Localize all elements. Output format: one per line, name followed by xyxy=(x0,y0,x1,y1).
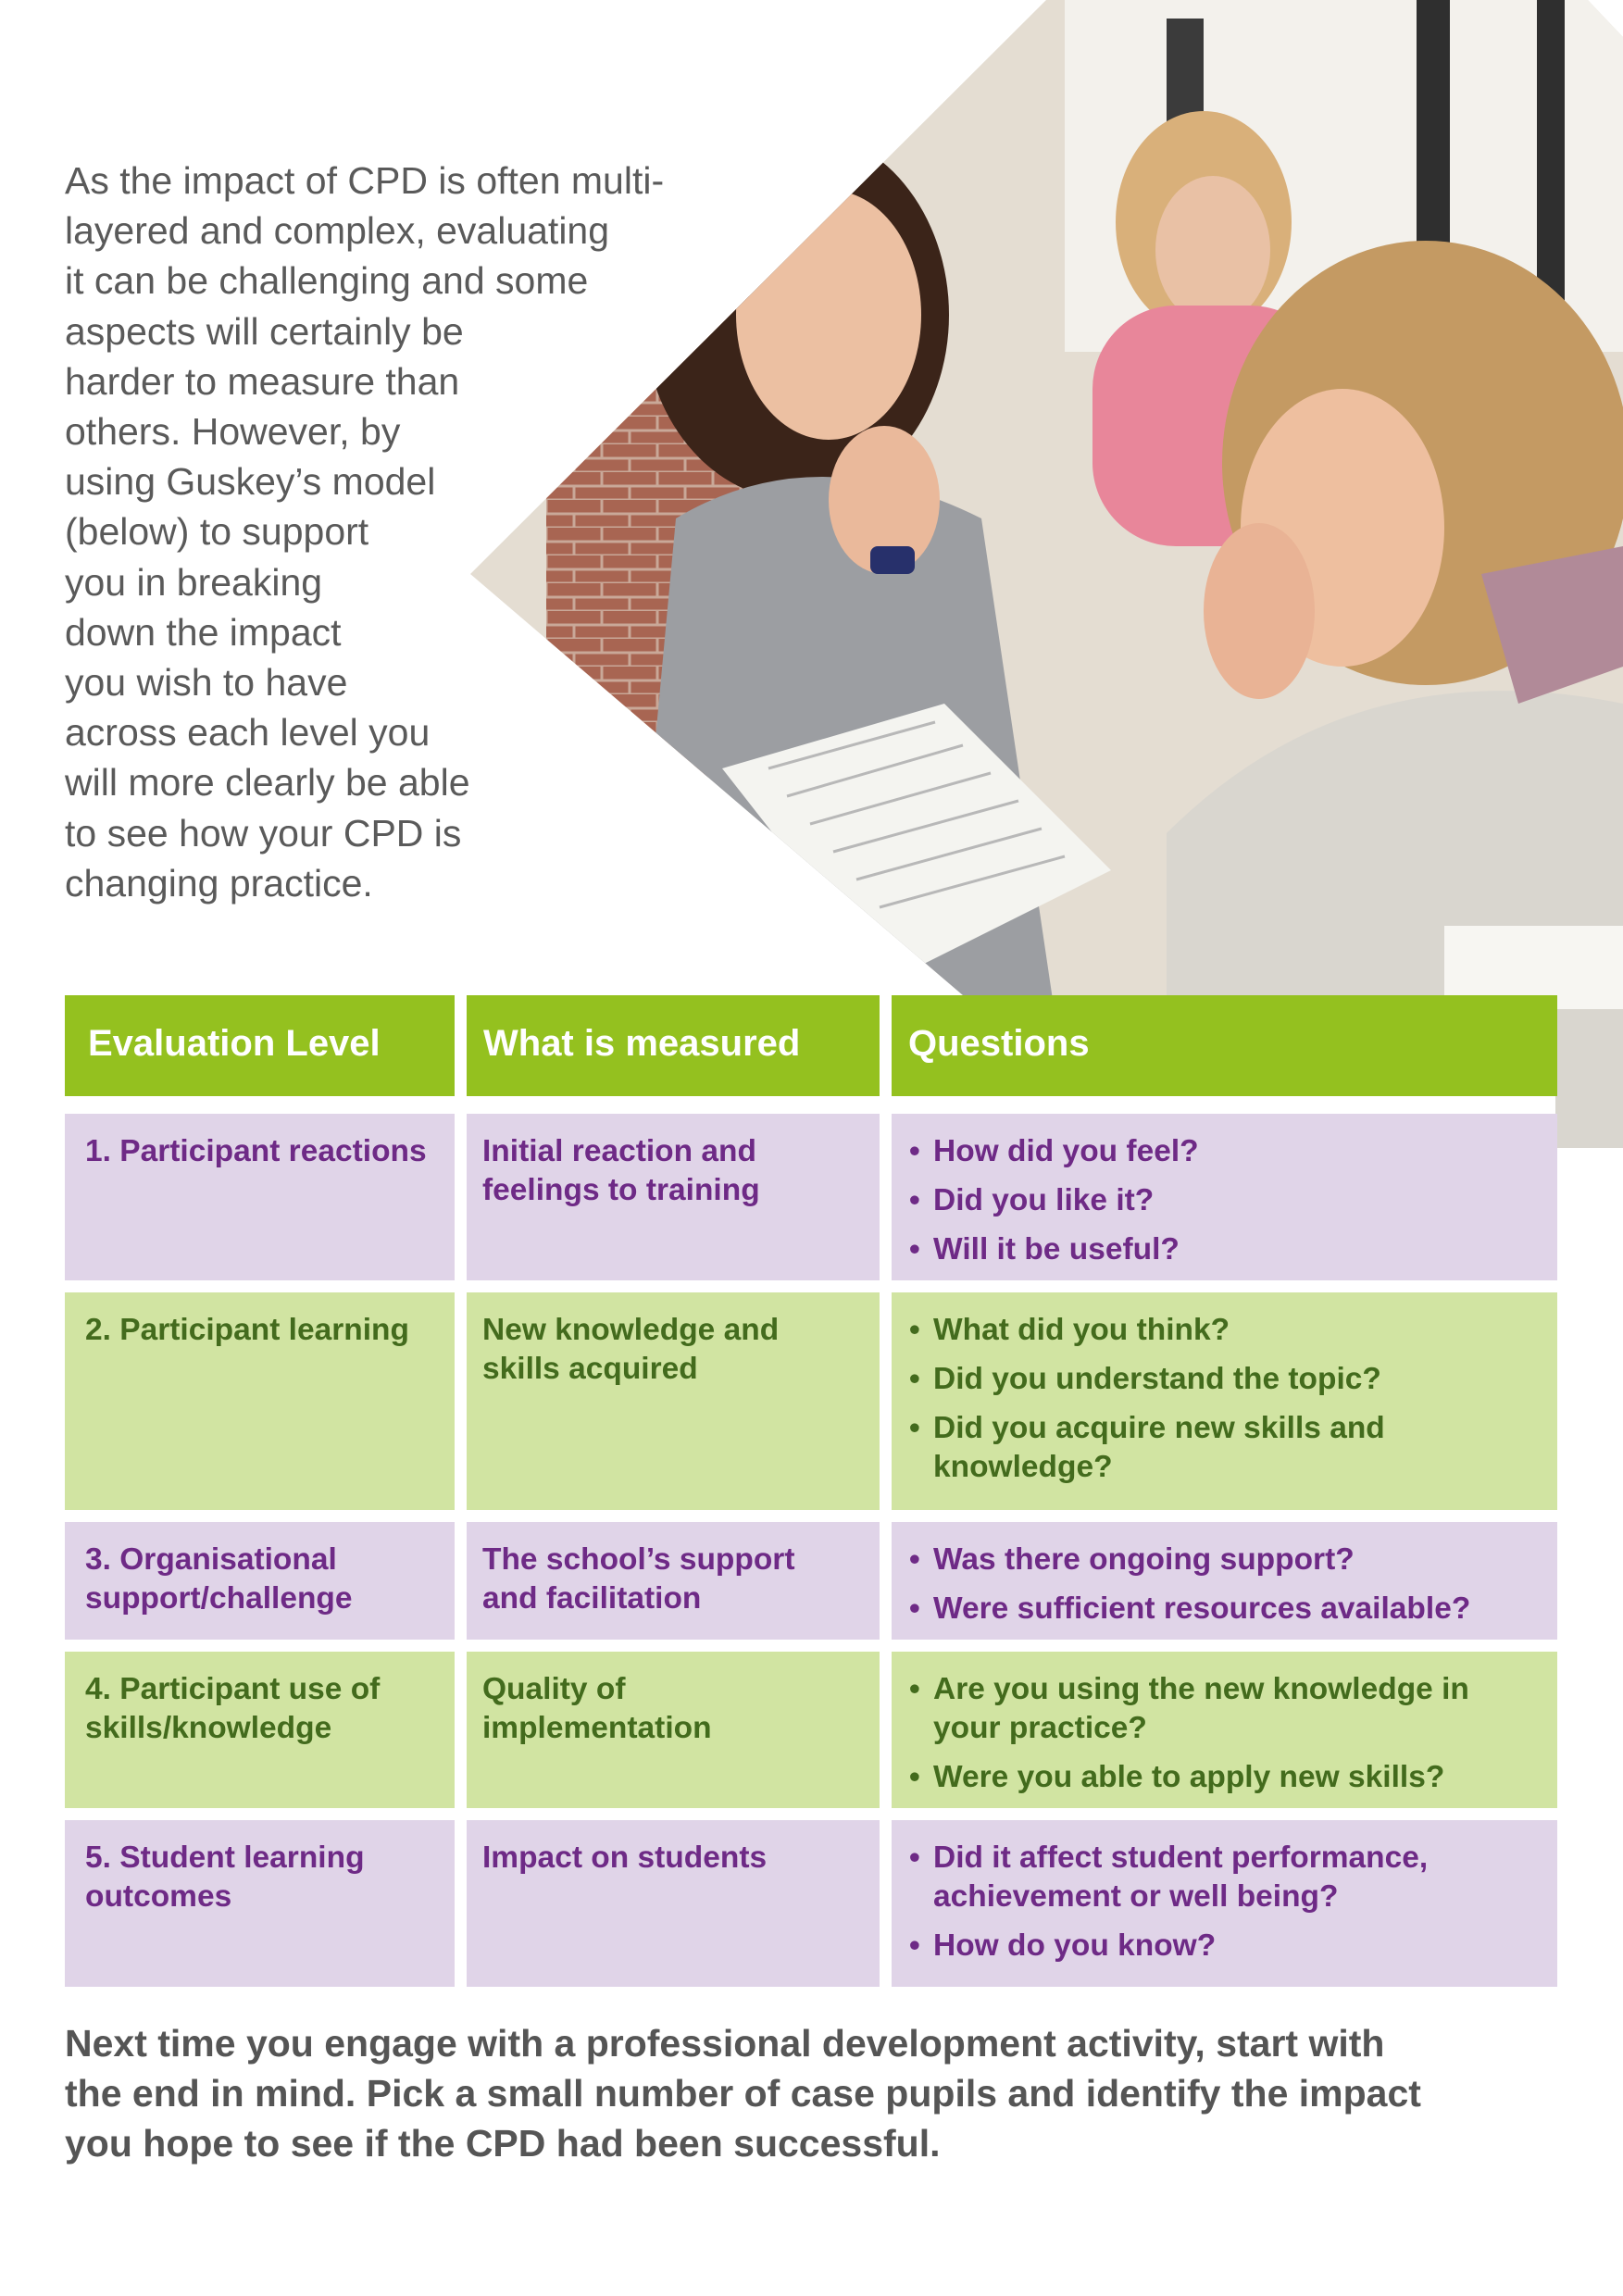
header-evaluation-level: Evaluation Level xyxy=(65,995,455,1096)
question-list xyxy=(909,1132,1541,1269)
intro-line: harder to measure than xyxy=(65,359,460,403)
intro-line: aspects will certainly be xyxy=(65,309,464,353)
intro-line: (below) to support xyxy=(65,510,369,554)
level-text: 3. Organisational xyxy=(85,1542,337,1577)
what-is-measured-cell xyxy=(467,1114,880,1280)
table-row xyxy=(65,1522,1557,1640)
intro-line: As the impact of CPD is often multi- xyxy=(65,159,665,202)
question-item: • How did you feel? xyxy=(909,1132,1541,1171)
closing-paragraph xyxy=(65,2018,1565,2168)
level-text: 4. Participant use of xyxy=(85,1672,381,1706)
closing-line: you hope to see if the CPD had been successful. xyxy=(65,2122,941,2165)
measured-text: New knowledge and xyxy=(482,1313,780,1347)
what-is-measured-cell xyxy=(467,1522,880,1640)
measured-text: Initial reaction and xyxy=(482,1134,756,1168)
question-list xyxy=(909,1541,1541,1628)
intro-line: you wish to have xyxy=(65,661,348,705)
table-row xyxy=(65,1820,1557,1987)
table-row xyxy=(65,1114,1557,1280)
question-item: • Did you understand the topic? xyxy=(909,1360,1541,1399)
question-list xyxy=(909,1670,1541,1797)
closing-line: Next time you engage with a professional development activity, start with xyxy=(65,2022,1385,2065)
intro-line: to see how your CPD is xyxy=(65,811,462,855)
level-text: 2. Participant learning xyxy=(85,1313,409,1347)
intro-line: layered and complex, evaluating xyxy=(65,209,610,253)
questions-cell xyxy=(892,1820,1557,1987)
evaluation-level-cell xyxy=(65,1820,455,1987)
intro-line: changing practice. xyxy=(65,861,373,905)
intro-line: down the impact xyxy=(65,610,342,654)
measured-text: The school’s support xyxy=(482,1542,795,1577)
header-questions: Questions xyxy=(892,995,1557,1096)
what-is-measured-cell xyxy=(467,1820,880,1987)
measured-text: implementation xyxy=(482,1711,712,1745)
intro-line: others. However, by xyxy=(65,410,401,454)
level-text: outcomes xyxy=(85,1879,232,1914)
question-list xyxy=(909,1839,1541,1965)
question-item: • Did it affect student performance, achievement or well being? xyxy=(909,1839,1541,1916)
questions-cell xyxy=(892,1522,1557,1640)
header-what-is-measured: What is measured xyxy=(467,995,880,1096)
measured-text: skills acquired xyxy=(482,1352,698,1386)
closing-line: the end in mind. Pick a small number of case pupils and identify the impact xyxy=(65,2072,1421,2115)
level-text: skills/knowledge xyxy=(85,1711,332,1745)
level-text: 1. Participant reactions xyxy=(85,1134,427,1168)
questions-cell xyxy=(892,1652,1557,1808)
question-item: • How do you know? xyxy=(909,1927,1541,1965)
question-item: • Were sufficient resources available? xyxy=(909,1590,1541,1628)
what-is-measured-cell xyxy=(467,1652,880,1808)
what-is-measured-cell xyxy=(467,1292,880,1510)
measured-text: Quality of xyxy=(482,1672,626,1706)
measured-text: Impact on students xyxy=(482,1841,768,1875)
level-text: 5. Student learning xyxy=(85,1841,365,1875)
questions-cell xyxy=(892,1292,1557,1510)
question-list xyxy=(909,1311,1541,1487)
intro-line: using Guskey’s model xyxy=(65,460,436,504)
evaluation-level-cell xyxy=(65,1292,455,1510)
question-item: • What did you think? xyxy=(909,1311,1541,1350)
question-item: • Are you using the new knowledge in your practice? xyxy=(909,1670,1541,1748)
question-item: • Was there ongoing support? xyxy=(909,1541,1541,1579)
evaluation-level-cell xyxy=(65,1522,455,1640)
level-text: support/challenge xyxy=(85,1581,353,1616)
measured-text: feelings to training xyxy=(482,1173,760,1207)
intro-line: across each level you xyxy=(65,711,431,755)
intro-line: you in breaking xyxy=(65,560,323,604)
intro-paragraph xyxy=(65,156,768,908)
evaluation-level-cell xyxy=(65,1114,455,1280)
table-row xyxy=(65,1652,1557,1808)
evaluation-level-cell xyxy=(65,1652,455,1808)
table-header-row xyxy=(65,995,1557,1096)
questions-cell xyxy=(892,1114,1557,1280)
intro-line: it can be challenging and some xyxy=(65,259,589,303)
measured-text: and facilitation xyxy=(482,1581,702,1616)
table-row xyxy=(65,1292,1557,1510)
question-item: • Will it be useful? xyxy=(909,1230,1541,1269)
question-item: • Were you able to apply new skills? xyxy=(909,1758,1541,1797)
question-item: • Did you acquire new skills and knowledge? xyxy=(909,1409,1541,1487)
intro-line: will more clearly be able xyxy=(65,761,470,805)
question-item: • Did you like it? xyxy=(909,1181,1541,1220)
